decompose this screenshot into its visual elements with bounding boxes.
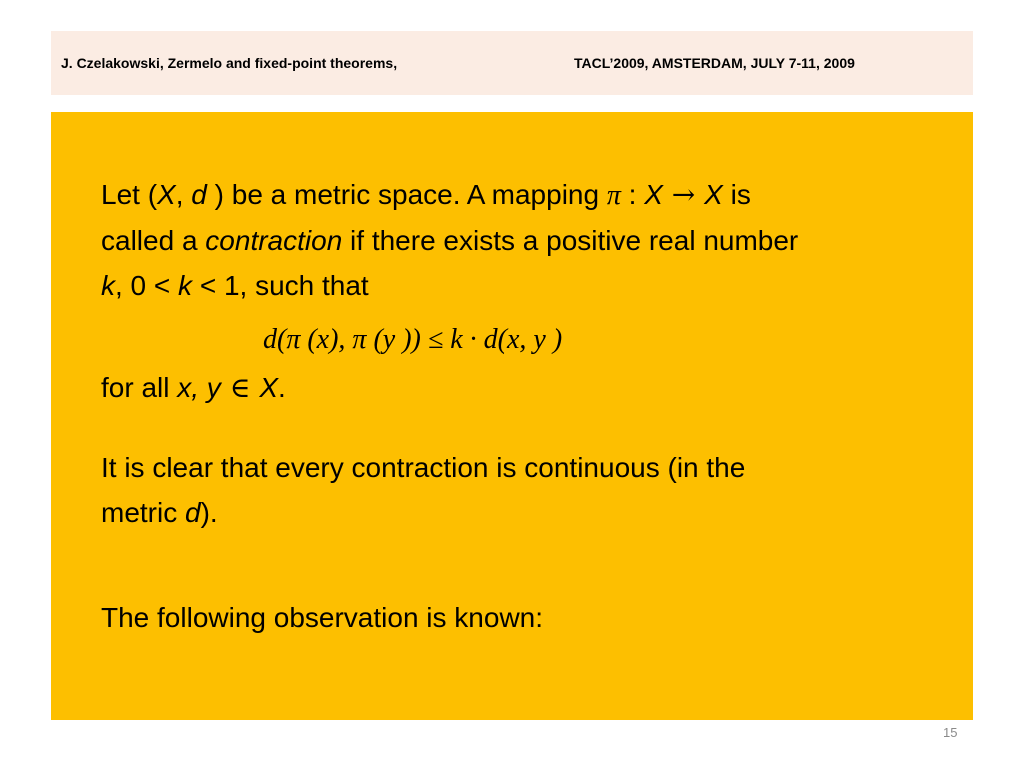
definition-line-2: called a contraction if there exists a positive real number: [101, 225, 799, 256]
for-all-line: for all x, y ∈ X.: [101, 371, 286, 404]
contraction-formula: d(π (x), π (y )) ≤ k · d(x, y ): [263, 324, 563, 355]
observation-paragraph: The following observation is known:: [101, 602, 544, 633]
definition-line-3: k, 0 < k < 1, such that: [101, 270, 369, 301]
header-bar: [51, 31, 973, 95]
slide-content-box: [51, 112, 973, 720]
header-author-title: J. Czelakowski, Zermelo and fixed-point theorems,: [61, 55, 398, 71]
term-contraction: contraction: [205, 225, 343, 256]
continuity-paragraph: It is clear that every contraction is continuous (in the metric d).: [101, 452, 746, 528]
header-conference: TACL’2009, AMSTERDAM, JULY 7-11, 2009: [574, 55, 855, 71]
definition-paragraph: [101, 172, 798, 308]
definition-line-1: Let (X, d ) be a metric space. A mapping π : X → X is: [101, 178, 751, 211]
page-number: 15: [943, 725, 958, 740]
